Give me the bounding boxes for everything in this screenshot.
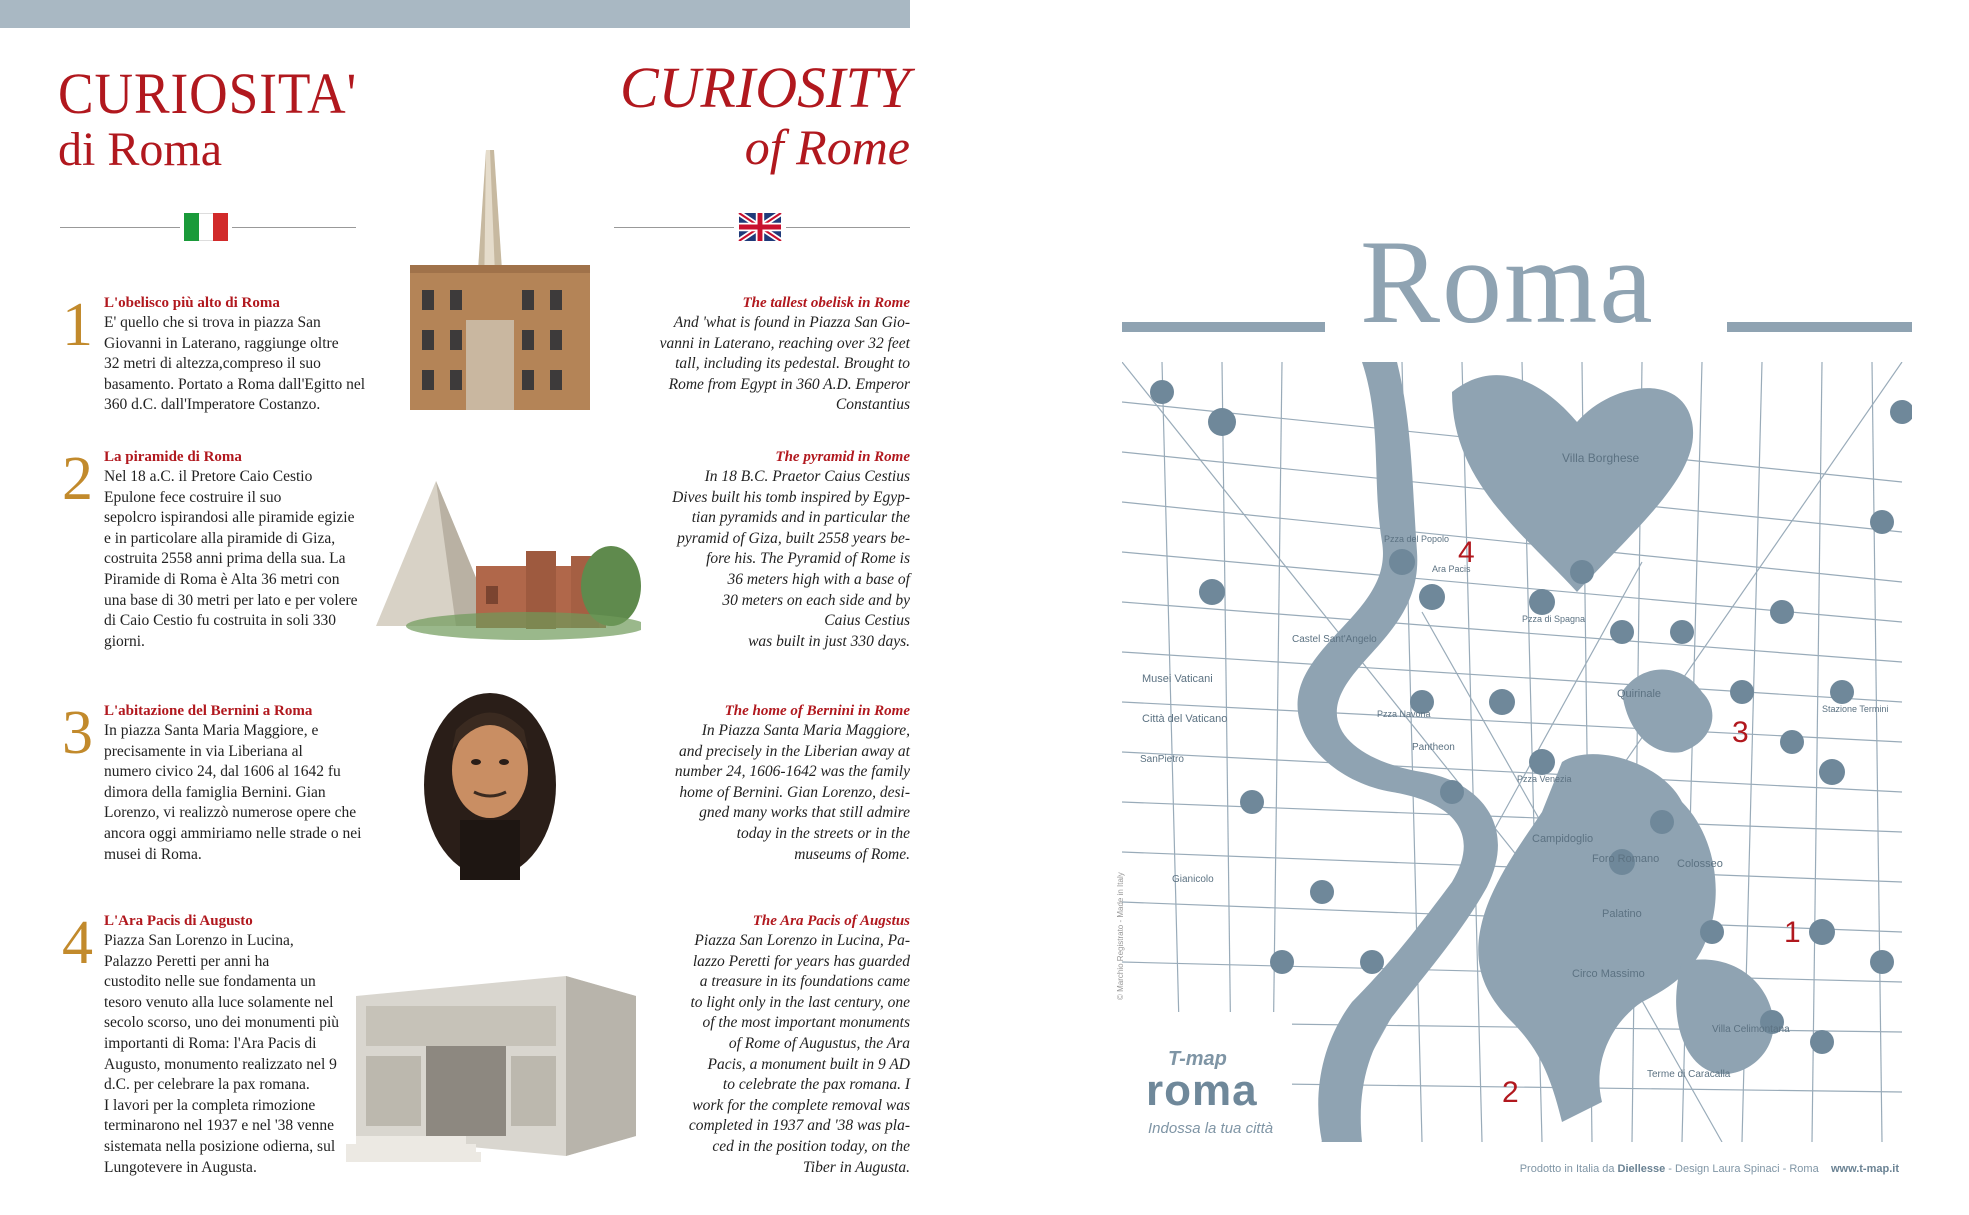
map-marker[interactable]: 1 <box>1784 916 1801 949</box>
brand-tmap-top: T-map <box>1168 1048 1227 1070</box>
title-rule-left <box>1122 322 1325 332</box>
footer-prefix: Prodotto in Italia da <box>1519 1163 1618 1175</box>
title-italian-line1: CURIOSITA' <box>58 61 358 126</box>
entry-number: 4 <box>62 909 93 977</box>
label-gianicolo: Gianicolo <box>1172 874 1214 885</box>
entry-heading-it: L'obelisco più alto di Roma <box>104 295 280 311</box>
label-campidoglio: Campidoglio <box>1532 833 1594 845</box>
entry-text-it: In piazza Santa Maria Maggiore, e precisamente in via Liberiana al numero civico 24, dal 1606 al 1642 fu dimora della famiglia Bernini. Gian Lorenzo, vi realizzò numerose opere che ancora oggi ammiriamo nelle strade o nei musei di Roma. <box>104 722 362 863</box>
map-marker[interactable]: 2 <box>1502 1076 1519 1109</box>
entry-heading-en: The pyramid in Rome <box>775 449 910 465</box>
label-villa-celimontana: Villa Celimontana <box>1712 1024 1790 1035</box>
footer-brand: Diellesse <box>1617 1163 1666 1175</box>
entry-number: 2 <box>62 445 93 513</box>
title-rule-right <box>1727 322 1912 332</box>
bernini-portrait <box>420 690 560 880</box>
entry-heading-it: L'abitazione del Bernini a Roma <box>104 703 313 719</box>
entry-heading-it: La piramide di Roma <box>104 449 242 465</box>
divider-right <box>614 227 734 228</box>
label-villa-borghese: Villa Borghese <box>1562 451 1640 465</box>
pyramid-illustration <box>366 476 641 646</box>
top-bar <box>0 0 910 28</box>
label-citta-vaticano: Città del Vaticano <box>1142 713 1228 725</box>
footer-url[interactable]: www.t-map.it <box>1830 1163 1899 1175</box>
label-san-pietro: SanPietro <box>1140 754 1184 765</box>
label-foro: Foro Romano <box>1592 853 1660 865</box>
footer-rest: - Design Laura Spinaci - Roma <box>1665 1163 1819 1175</box>
label-colosseo: Colosseo <box>1677 858 1723 870</box>
entry-heading-en: The Ara Pacis of Augstus <box>752 913 910 929</box>
entry-text-en: In 18 B.C. Praetor Caius Cestius Dives built his tomb inspired by Egyp- tian pyramids and in particular the pyramid of Giza, built 2558 years be- fore his. The Pyramid of Rome is 36 meters high with a base of 30 meters on each side and by Caius Cestius was built in just 330 days. <box>672 468 910 650</box>
entry-text-it: Piazza San Lorenzo in Lucina, Palazzo Peretti per anni ha custodito nelle sue fondamenta un tesoro venuto alla luce solamente nel secolo scorso, uno dei monumenti più importanti di Roma: l'Ara Pacis di Augusto, monumento realizzato nel 9 d.C. per celebrare la pax romana. I lavori per la completa rimozione terminarono nel 1937 e nel '38 venne sistemata nella posizione odierna, sul Lungotevere in Augusta. <box>104 932 340 1176</box>
label-pantheon: Pantheon <box>1412 742 1455 753</box>
entry-heading-en: The tallest obelisk in Rome <box>742 295 910 311</box>
uk-flag-icon <box>738 213 782 241</box>
entry-text-en: In Piazza Santa Maria Maggiore, and precisely in the Liberian away at number 24, 1606-1642 was the family home of Bernini. Gian Lorenzo, desi- gned many works that still admire today in the streets or in the museums of Rome. <box>674 722 910 863</box>
entry-text-it: Nel 18 a.C. il Pretore Caio Cestio Epulone fece costruire il suo sepolcro ispirandosi alle piramide egizie e in particolare alla piramide di Giza, costruita 2558 anni prima della sua. La Piramide di Roma è Alta 36 metri con una base di 30 metri per lato e per volere di Caio Cestio fu costruita in soli 330 giorni. <box>104 468 358 650</box>
map-marker[interactable]: 4 <box>1458 536 1475 569</box>
entry-heading-it: L'Ara Pacis di Augusto <box>104 913 253 929</box>
entry-text-it: E' quello che si trova in piazza San Giovanni in Laterano, raggiunge oltre 32 metri di altezza,compreso il suo basamento. Portato a Roma dall'Egitto nel 360 d.C. dall'Imperatore Costanzo. <box>104 314 366 414</box>
label-pza-navona: Pzza Navona <box>1377 709 1431 719</box>
title-english-line2: of Rome <box>744 119 910 175</box>
vertical-trademark: © Marchio Registrato - Made in Italy <box>1116 872 1125 1000</box>
divider-left-2 <box>232 227 356 228</box>
map-title: Roma <box>1360 215 1655 348</box>
obelisk-illustration <box>400 150 620 410</box>
brand-tagline: Indossa la tua città <box>1148 1120 1274 1137</box>
brand-roma-logo: roma <box>1146 1066 1258 1115</box>
entry-number: 1 <box>62 291 93 359</box>
label-ara-pacis: Ara Pacis <box>1432 564 1471 574</box>
footer-credits <box>1520 1163 1899 1175</box>
label-musei-vaticani: Musei Vaticani <box>1142 673 1213 685</box>
label-termini: Stazione Termini <box>1822 704 1889 714</box>
label-pza-venezia: Pzza Venezia <box>1517 774 1572 784</box>
entry-number: 3 <box>62 699 93 767</box>
divider-left <box>60 227 180 228</box>
rome-map[interactable] <box>1122 362 1912 1142</box>
label-quirinale: Quirinale <box>1617 688 1662 700</box>
label-terme: Terme di Caracalla <box>1647 1069 1731 1080</box>
divider-right-2 <box>786 227 910 228</box>
map-marker[interactable]: 3 <box>1732 716 1749 749</box>
ara-pacis-illustration <box>346 966 646 1176</box>
entry-heading-en: The home of Bernini in Rome <box>724 703 910 719</box>
entry-text-en: And 'what is found in Piazza San Gio- vanni in Laterano, reaching over 32 feet tall, including its pedestal. Brought to Rome from Egypt in 360 A.D. Emperor Constantius <box>659 314 910 414</box>
title-italian-line2: di Roma <box>58 123 222 176</box>
label-pza-spagna: Pzza di Spagna <box>1522 614 1586 624</box>
label-pza-popolo: Pzza del Popolo <box>1384 534 1450 544</box>
label-castel: Castel Sant'Angelo <box>1292 634 1377 645</box>
italy-flag-icon <box>184 213 228 241</box>
title-english-line1: CURIOSITY <box>619 55 910 120</box>
label-circo: Circo Massimo <box>1572 968 1645 980</box>
label-palatino: Palatino <box>1602 908 1642 920</box>
entry-text-en: Piazza San Lorenzo in Lucina, Pa- lazzo Peretti for years has guarded a treasure in its foundations came to light only in the last century, one of the most important monuments of Rome of Augustus, the Ara Pacis, a monument built in 9 AD to celebrate the pax romana. I work for the complete removal was completed in 1937 and '38 was pla- ced in the position today, on the Tiber in Augusta. <box>688 932 910 1176</box>
